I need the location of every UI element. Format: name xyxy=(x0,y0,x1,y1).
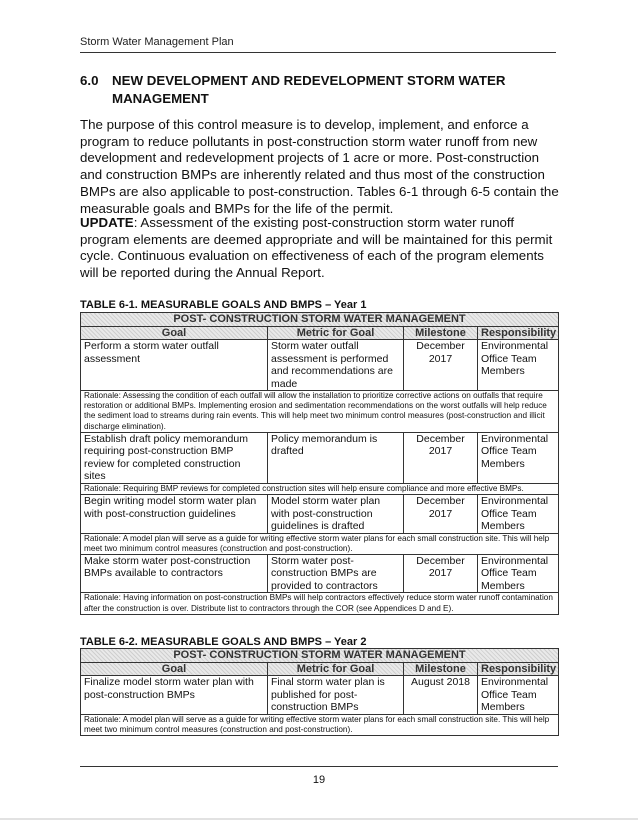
milestone-cell: December 2017 xyxy=(404,554,478,593)
table2-header-responsibility: Responsibility xyxy=(478,662,559,676)
responsibility-cell: Environmental Office Team Members xyxy=(478,676,559,715)
table2-header-goal: Goal xyxy=(81,662,268,676)
purpose-paragraph: The purpose of this control measure is to develop, implement, and enforce a program to reduce pollutants in post-construction storm water runoff from new development and redevelopment projects of 1 acre or more. Post-construction and construction BMPs are inherently related and thus most of the construction BMPs are also applicable to post-construction. Tables 6-1 through 6-5 contain the measurable goals and BMPs for the life of the permit. xyxy=(80,117,559,216)
header-divider xyxy=(80,52,556,53)
rationale-cell: Rationale: Assessing the condition of each outfall will allow the installation to prioritize corrective actions on outfalls that require restoration or additional BMPs. Implementing erosion and sedimentation recommendations on the worst outfalls will help reduce the sediment load to streams during rain events. This will help meet two minimum control measures (post-construction and illicit discharge elimination). xyxy=(81,391,559,433)
page-number: 19 xyxy=(312,774,326,786)
goal-cell: Begin writing model storm water plan with post-construction guidelines xyxy=(81,495,268,534)
update-text: : Assessment of the existing post-construction storm water runoff program elements are deemed appropriate and will be maintained for this permit cycle. Continuous evaluation on effectiveness of each of the program elements will be reported during the Annual Report. xyxy=(80,215,553,281)
metric-cell: Storm water post-construction BMPs are provided to contractors xyxy=(268,554,404,593)
metric-cell: Final storm water plan is published for post-construction BMPs xyxy=(268,676,404,715)
rationale-row xyxy=(81,533,559,554)
table-row xyxy=(81,676,559,715)
rationale-cell: Rationale: A model plan will serve as a guide for writing effective storm water plans for each small construction site. This will help meet two minimum control measures (construction and post-construction). xyxy=(81,714,559,735)
table1-header-goal: Goal xyxy=(81,326,268,340)
rationale-row xyxy=(81,483,559,494)
table1-caption: TABLE 6-1. MEASURABLE GOALS AND BMPS – Year 1 xyxy=(80,299,367,311)
rationale-row xyxy=(81,593,559,614)
milestone-cell: December 2017 xyxy=(404,495,478,534)
responsibility-cell: Environmental Office Team Members xyxy=(478,554,559,593)
milestone-cell: August 2018 xyxy=(404,676,478,715)
rationale-row xyxy=(81,391,559,433)
table2-banner: POST- CONSTRUCTION STORM WATER MANAGEMENT xyxy=(81,649,559,663)
scan-edge xyxy=(0,818,638,820)
section-number: 6.0 xyxy=(80,73,99,88)
section-title-line2: MANAGEMENT xyxy=(112,91,209,106)
table1-banner: POST- CONSTRUCTION STORM WATER MANAGEMENT xyxy=(81,313,559,327)
goal-cell: Make storm water post-construction BMPs available to contractors xyxy=(81,554,268,593)
rationale-cell: Rationale: A model plan will serve as a guide for writing effective storm water plans for each small construction site. This will help meet two minimum control measures (construction and post-construction). xyxy=(81,533,559,554)
goal-cell: Finalize model storm water plan with post-construction BMPs xyxy=(81,676,268,715)
milestone-cell: December 2017 xyxy=(404,340,478,391)
update-paragraph xyxy=(80,215,564,282)
table-row xyxy=(81,340,559,391)
metric-cell: Storm water outfall assessment is performed and recommendations are made xyxy=(268,340,404,391)
running-header: Storm Water Management Plan xyxy=(80,36,234,48)
section-title-line1: NEW DEVELOPMENT AND REDEVELOPMENT STORM WATER xyxy=(112,73,506,88)
table1 xyxy=(80,312,559,615)
metric-cell: Model storm water plan with post-construction guidelines is drafted xyxy=(268,495,404,534)
table1-header-metric: Metric for Goal xyxy=(268,326,404,340)
responsibility-cell: Environmental Office Team Members xyxy=(478,432,559,483)
table-row xyxy=(81,495,559,534)
update-label: UPDATE xyxy=(80,215,134,230)
table1-header-milestone: Milestone xyxy=(404,326,478,340)
table-row xyxy=(81,554,559,593)
responsibility-cell: Environmental Office Team Members xyxy=(478,340,559,391)
rationale-cell: Rationale: Having information on post-construction BMPs will help contractors effectively reduce storm water runoff contamination after the construction is over. Distribute list to contractors through the COR (see Appendices D and E). xyxy=(81,593,559,614)
metric-cell: Policy memorandum is drafted xyxy=(268,432,404,483)
table1-header-responsibility: Responsibility xyxy=(478,326,559,340)
goal-cell: Establish draft policy memorandum requiring post-construction BMP review for completed construction sites xyxy=(81,432,268,483)
table2-header-milestone: Milestone xyxy=(404,662,478,676)
rationale-cell: Rationale: Requiring BMP reviews for completed construction sites will help ensure compliance and more effective BMPs. xyxy=(81,483,559,494)
table2 xyxy=(80,648,559,736)
table2-header-metric: Metric for Goal xyxy=(268,662,404,676)
footer-divider xyxy=(80,766,558,767)
rationale-row xyxy=(81,714,559,735)
table-row xyxy=(81,432,559,483)
milestone-cell: December 2017 xyxy=(404,432,478,483)
section-heading xyxy=(80,72,550,108)
responsibility-cell: Environmental Office Team Members xyxy=(478,495,559,534)
goal-cell: Perform a storm water outfall assessment xyxy=(81,340,268,391)
table2-caption: TABLE 6-2. MEASURABLE GOALS AND BMPS – Year 2 xyxy=(80,636,367,648)
